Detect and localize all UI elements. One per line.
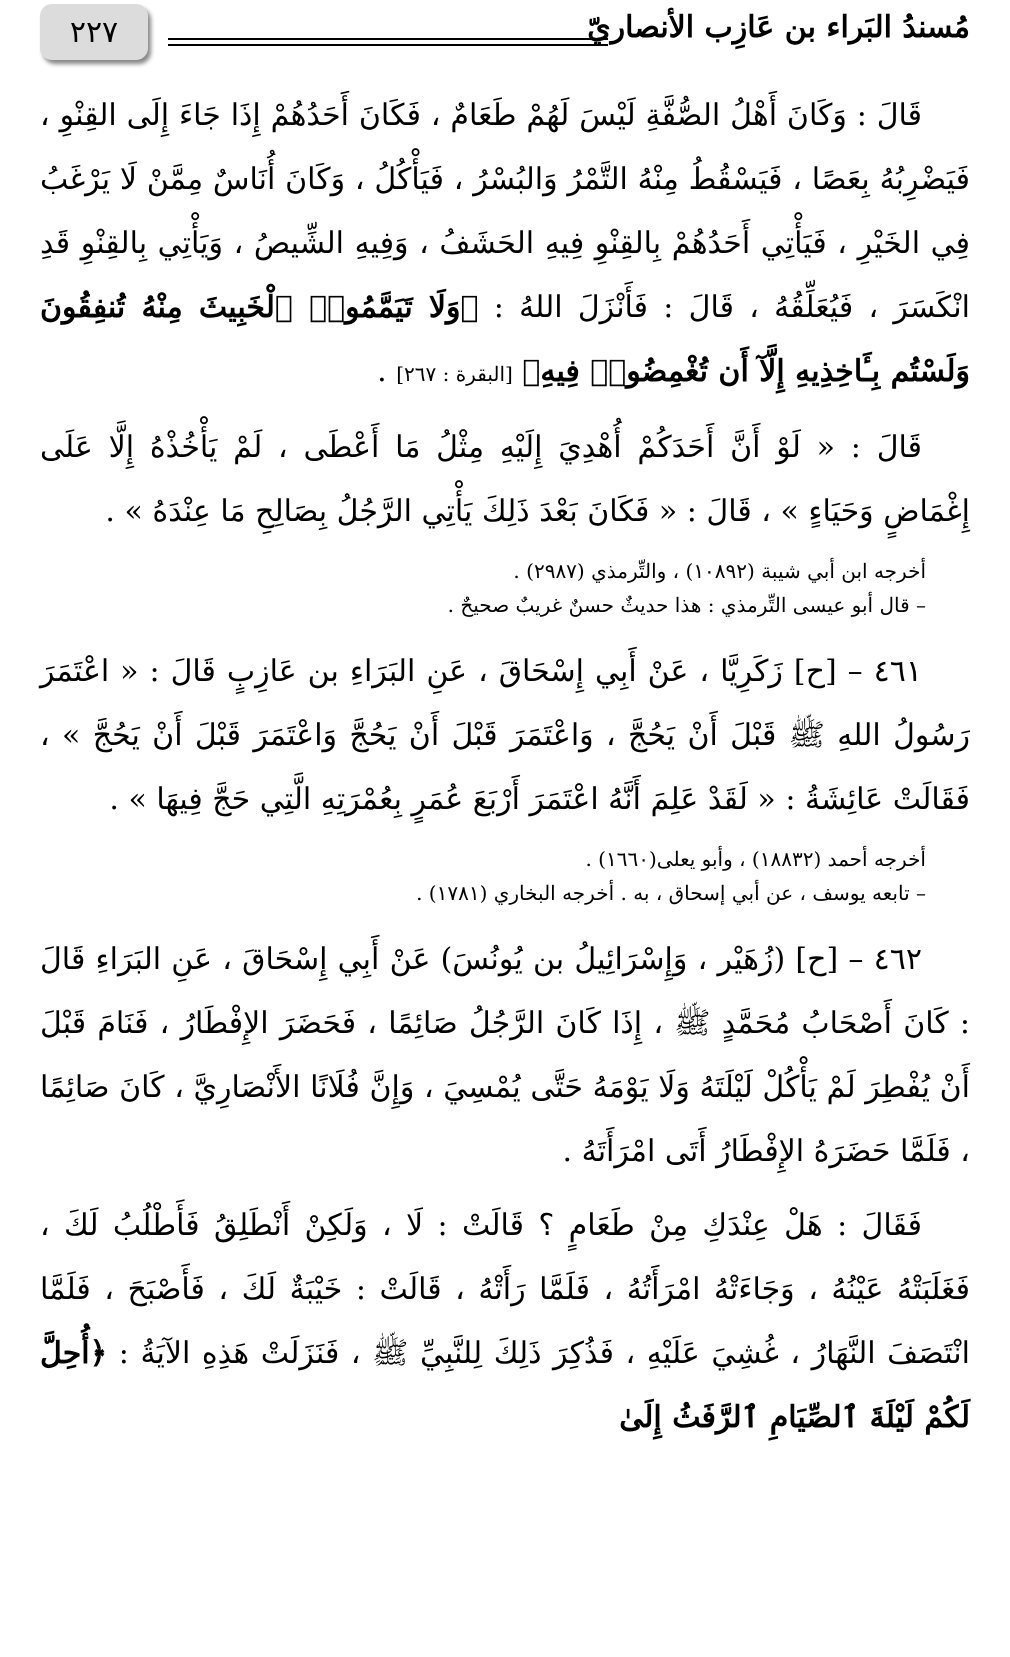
header-rule-bottom: [168, 44, 608, 46]
paragraph-1-end: .: [377, 354, 397, 389]
paragraph-2: قَالَ : « لَوْ أَنَّ أَحَدَكُمْ أُهْدِيَ إِلَيْهِ مِثْلُ مَا أَعْطَى ، لَمْ يَأْخُذْهُ إِلَّا عَلَى إِغْمَاضٍ وَحَيَاءٍ » ، قَالَ : « فَكَانَ بَعْدَ ذَلِكَ يَأْتِي الرَّجُلُ بِصَالِحِ مَا عِنْدَهُ » .: [40, 430, 970, 529]
hadith-462: ٤٦٢ – [ح] (زُهَيْر ، وَإِسْرَائِيلُ بن يُونُسَ) عَنْ أَبِي إِسْحَاقَ ، عَنِ البَرَاءِ قَالَ : كَانَ أَصْحَابُ مُحَمَّدٍ ﷺ ، إِذَا كَانَ الرَّجُلُ صَائِمًا ، فَحَضَرَ الإِفْطَارُ ، فَنَامَ قَبْلَ أَنْ يُفْطِرَ لَمْ يَأْكُلْ لَيْلَتَهُ وَلَا يَوْمَهُ حَتَّى يُمْسِيَ ، وَإِنَّ فُلَانًا الأَنْصَارِيَّ ، كَانَ صَائِمًا ، فَلَمَّا حَضَرَهُ الإِفْطَارُ أَتَى امْرَأَتَهُ .: [40, 942, 970, 1169]
running-title: مُسندُ البَراء بن عَازِب الأنصاريّ: [587, 10, 970, 45]
quran-verse-1: ﴿وَلَا تَيَمَّمُوا۟ ٱلْخَبِيثَ مِنْهُ تُنفِقُونَ وَلَسْتُم بِـَٔاخِذِيهِ إِلَّآ أَن تُغْمِضُوا۟ فِيهِ﴾: [40, 290, 970, 389]
page-header: [0, 0, 1010, 70]
verse-reference-1: [البقرة : ٢٦٧]: [396, 362, 513, 386]
page-body: [40, 84, 970, 1450]
takhrij-note-4: – تابعه يوسف ، عن أبي إسحاق ، به . أخرجه البخاري (١٧٨١) .: [416, 881, 926, 905]
paragraph-1-text: قَالَ : وَكَانَ أَهْلُ الصُّفَّةِ لَيْسَ لَهُمْ طَعَامٌ ، فَكَانَ أَحَدُهُمْ إِذَا جَاءَ إِلَى القِنْوِ ، فَيَضْرِبُهُ بِعَصًا ، فَيَسْقُطُ مِنْهُ التَّمْرُ وَالبُسْرُ ، فَيَأْكُلُ ، وَكَانَ أُنَاسٌ مِمَّنْ لَا يَرْغَبُ فِي الخَيْرِ ، فَيَأْتِي أَحَدُهُمْ بِالقِنْوِ فِيهِ الحَشَفُ ، وَفِيهِ الشِّيصُ ، وَيَأْتِي بِالقِنْوِ قَدِ انْكَسَرَ ، فَيُعَلِّقُهُ ، قَالَ : فَأَنْزَلَ اللهُ :: [40, 98, 970, 325]
header-rule-top: [168, 38, 608, 40]
takhrij-note-2: – قال أبو عيسى التِّرمذي : هذا حديثٌ حسنٌ غريبٌ صحيحٌ .: [447, 593, 926, 617]
takhrij-note-3: أخرجه أحمد (١٨٨٣٢) ، وأبو يعلى(١٦٦٠) .: [585, 847, 926, 871]
paragraph-3: [40, 1194, 970, 1450]
paragraph-3-text: فَقَالَ : هَلْ عِنْدَكِ مِنْ طَعَامٍ ؟ قَالَتْ : لَا ، وَلَكِنْ أَنْطَلِقُ فَأَطْلُبُ لَكَ ، فَغَلَبَتْهُ عَيْنُهُ ، وَجَاءَتْهُ امْرَأَتُهُ ، فَلَمَّا رَأَتْهُ ، قَالَتْ : خَيْبَةٌ لَكَ ، فَأَصْبَحَ ، فَلَمَّا انْتَصَفَ النَّهَارُ ، غُشِيَ عَلَيْهِ ، فَذُكِرَ ذَلِكَ لِلنَّبِيِّ ﷺ ، فَنَزَلَتْ هَذِهِ الآيَةُ :: [40, 1208, 970, 1371]
hadith-461: ٤٦١ – [ح] زَكَرِيَّا ، عَنْ أَبِي إِسْحَاقَ ، عَنِ البَرَاءِ بن عَازِبٍ قَالَ : « اعْتَمَرَ رَسُولُ اللهِ ﷺ قَبْلَ أَنْ يَحُجَّ ، وَاعْتَمَرَ قَبْلَ أَنْ يَحُجَّ وَاعْتَمَرَ قَبْلَ أَنْ يَحُجَّ » ، فَقَالَتْ عَائِشَةُ : « لَقَدْ عَلِمَ أَنَّهُ اعْتَمَرَ أَرْبَعَ عُمَرٍ بِعُمْرَتِهِ الَّتِي حَجَّ فِيهَا » .: [40, 654, 970, 817]
quran-verse-2: ﴿أُحِلَّ لَكُمْ لَيْلَةَ ٱلصِّيَامِ ٱلرَّفَثُ إِلَىٰ: [40, 1336, 970, 1435]
takhrij-note-1: أخرجه ابن أبي شيبة (١٠٨٩٢) ، والتِّرمذي (٢٩٨٧) .: [513, 559, 926, 583]
paragraph-1: [40, 84, 970, 406]
page-number: ٢٢٧: [40, 4, 148, 60]
